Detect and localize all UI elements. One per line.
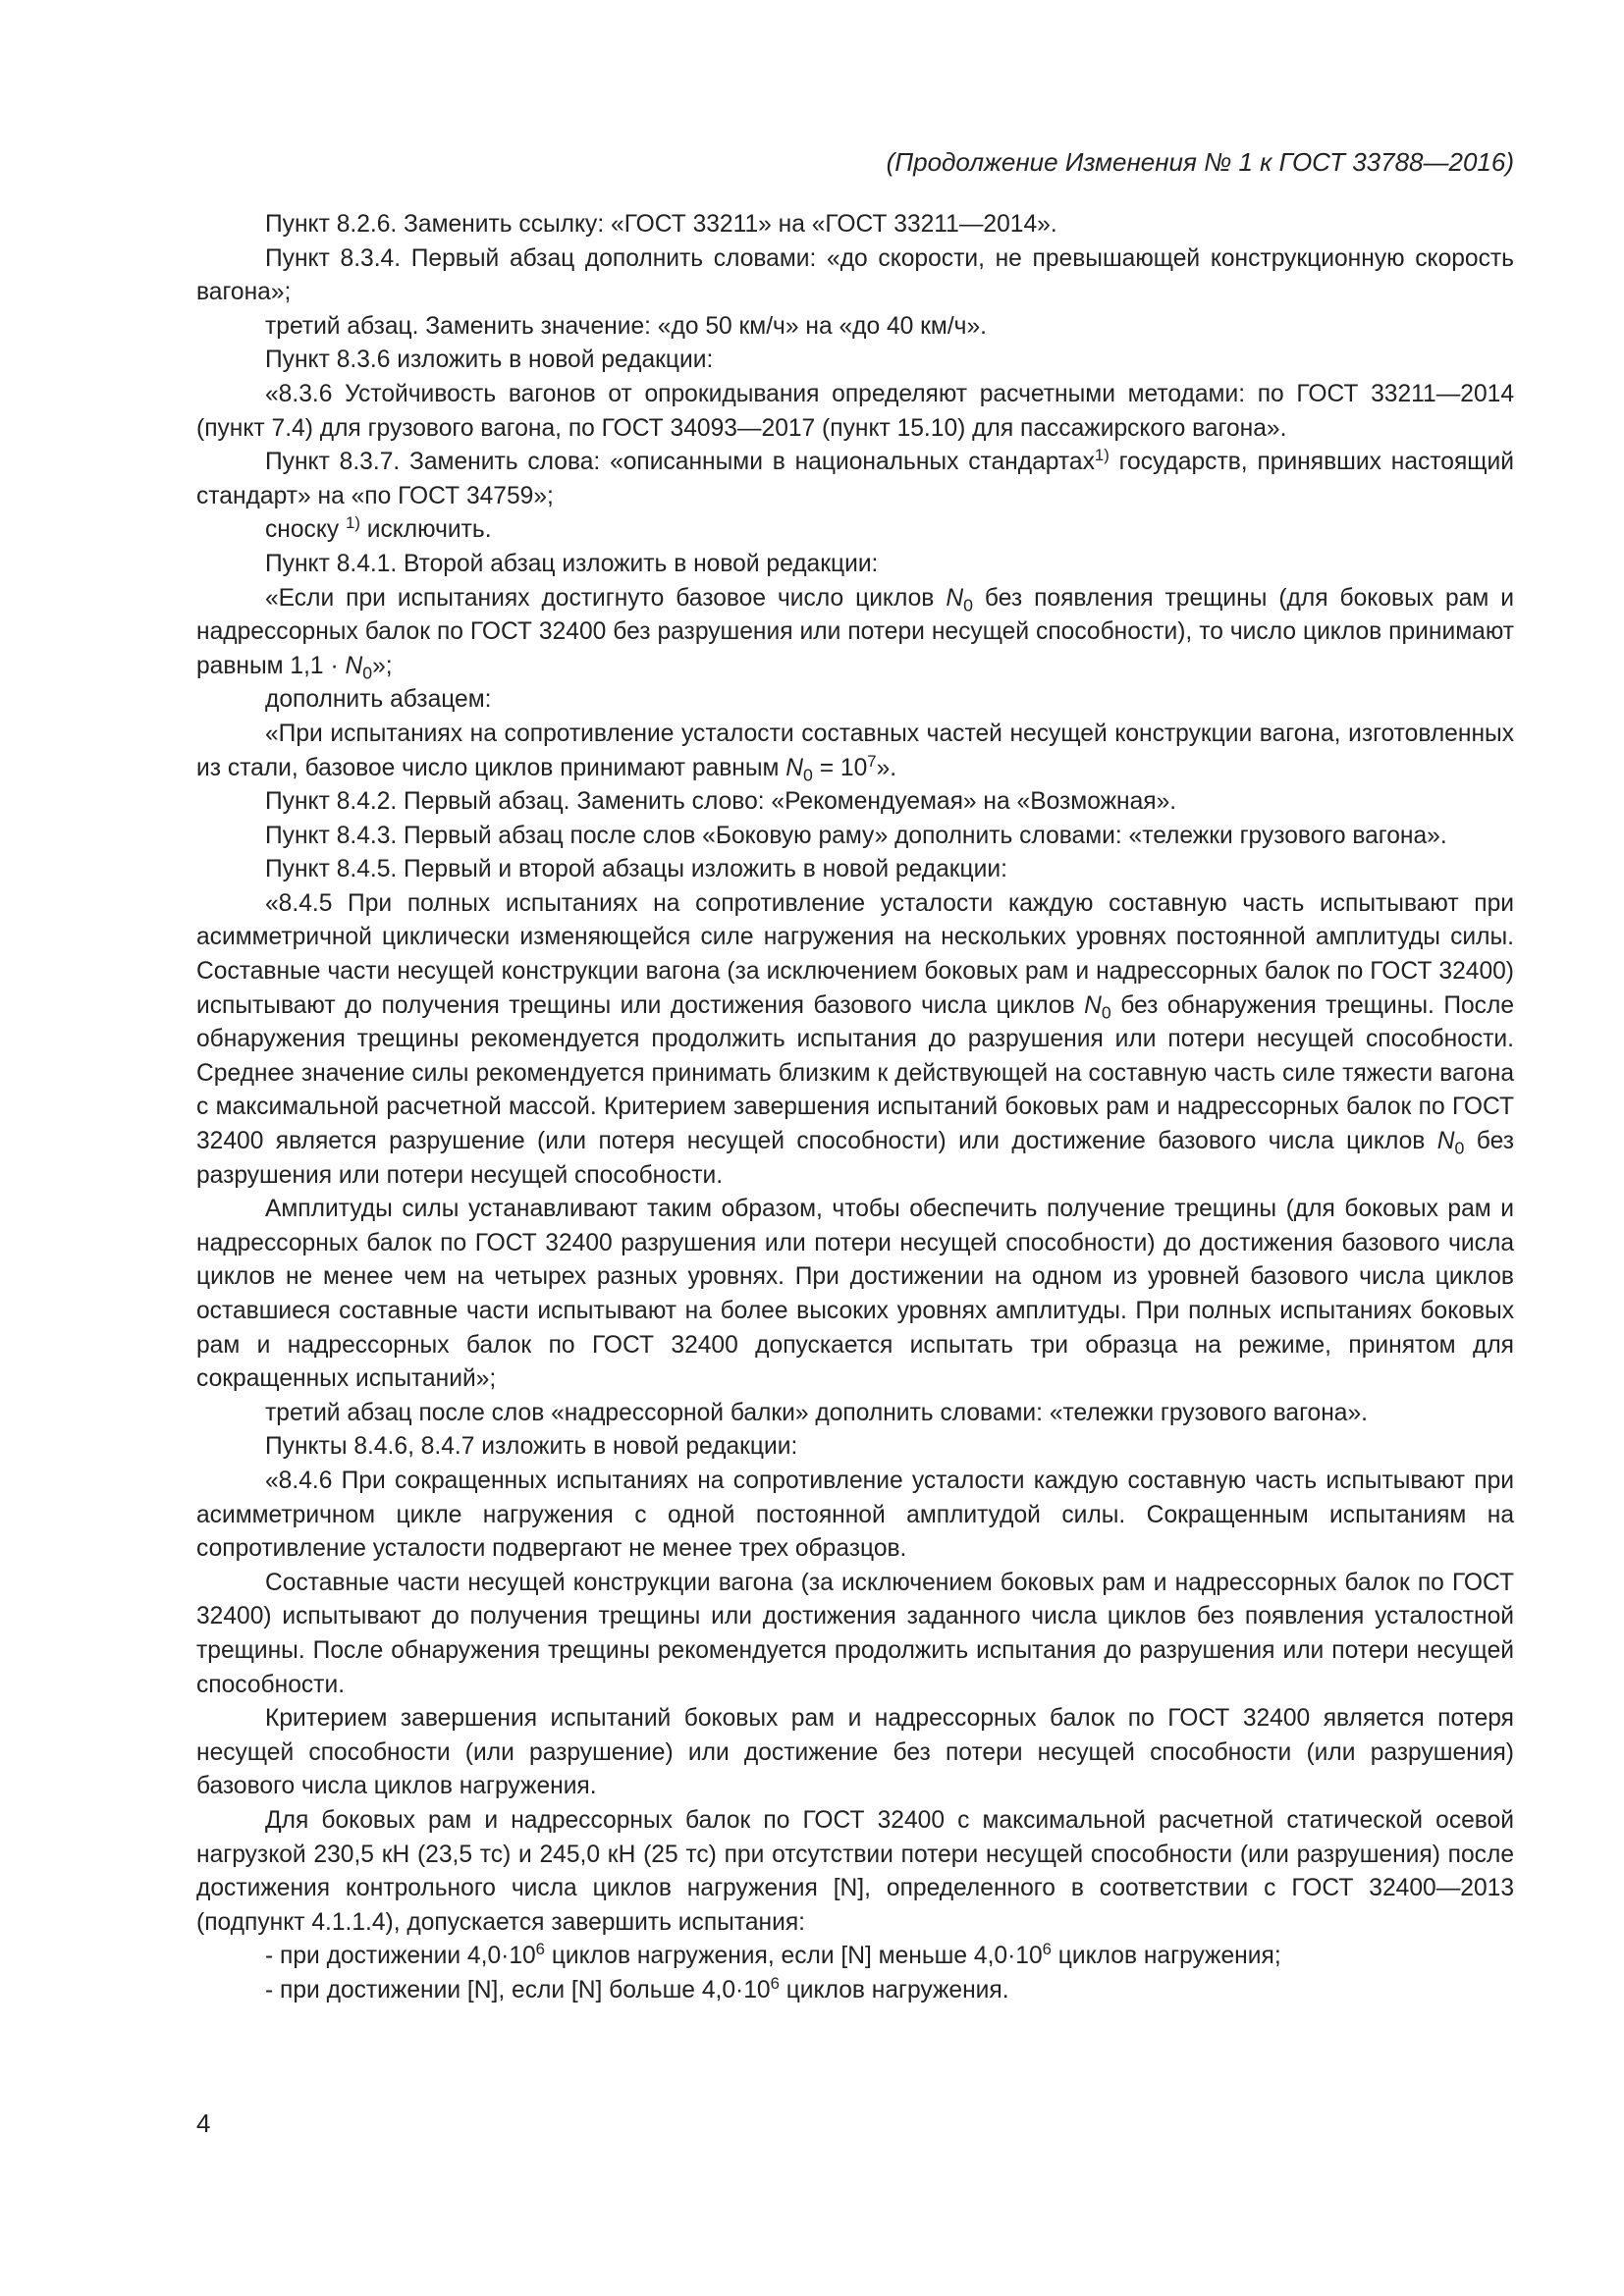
paragraph: третий абзац после слов «надрессорной балки» дополнить словами: «тележки грузового вагона». <box>265 1399 1368 1426</box>
paragraph: Критерием завершения испытаний боковых рам и надрессорных балок по ГОСТ 32400 является потеря несущей способности (или разрушение) или достижение без потери несущей способности (или разрушения) базового числа циклов нагружения. <box>196 1705 1514 1800</box>
paragraph: - при достижении $4,0\cdot 10^6$ циклов нагружения, если [N] меньше $4,0\cdot 10^6$ циклов нагружения; <box>265 1940 1281 1970</box>
paragraph: Пункт 8.3.4. Первый абзац дополнить словами: «до скорости, не превышающей конструкционную скорость вагона»; <box>196 244 1514 306</box>
paragraph: - при достижении [N], если [N] больше $4,0\cdot 10^6$ циклов нагружения. <box>265 1973 1009 2003</box>
paragraph: дополнить абзацем: <box>265 686 492 714</box>
paragraph: Пункт 8.3.6 изложить в новой редакции: <box>265 347 714 374</box>
paragraph: сноску $^{1)}$ исключить. <box>265 513 492 544</box>
paragraph: Амплитуды силы устанавливают таким образом, чтобы обеспечить получение трещины (для боковых рам и надрессорных балок по ГОСТ 32400 разрушения или потери несущей способности) до достижения базового числа циклов не менее чем на четырех разных уровнях. При достижении на одном из уровней базового числа циклов оставшиеся составные части испытывают на более высоких уровнях амплитуды. При полных испытаниях боковых рам и надрессорных балок по ГОСТ 32400 допускается испытать три образца на режиме, принятом для сокращенных испытаний»; <box>196 1196 1514 1393</box>
paragraph: Для боковых рам и надрессорных балок по ГОСТ 32400 с максимальной расчетной статической осевой нагрузкой 230,5 кН (23,5 тс) и 245,0 кН (25 тс) при отсутствии потери несущей способности (или разрушения) после достижения контрольного числа циклов нагружения [N], определенного в соответствии с ГОСТ 32400—2013 (подпункт 4.1.1.4), допускается завершить испытания: <box>196 1806 1514 1936</box>
paragraph: «8.4.5 При полных испытаниях на сопротивление усталости каждую составную часть испытывают при асимметричной циклически изменяющейся силе нагружения на нескольких уровнях постоянной амплитуды силы. Составные части несущей конструкции вагона (за исключением боковых рам и надрессорных балок по ГОСТ 32400) испытывают до получения трещины или достижения базового числа циклов $N_0$ без обнаружения трещины. После обнаружения трещины рекомендуется продолжить испытания до разрушения или потери несущей способности. Среднее значение силы рекомендуется принимать близким к действующей на составную часть силе тяжести вагона с максимальной расчетной массой. Критерием завершения испытаний боковых рам и надрессорных балок по ГОСТ 32400 является разрушение (или потеря несущей способности) или достижение базового числа циклов $N_0$ без разрушения или потери несущей способности. <box>196 889 1514 1189</box>
paragraph: Пункт 8.4.3. Первый абзац после слов «Боковую раму» дополнить словами: «тележки грузового вагона». <box>265 822 1447 849</box>
paragraph: «Если при испытаниях достигнуто базовое число циклов $N_0$ без появления трещины (для боковых рам и надрессорных балок по ГОСТ 32400 без разрушения или потери несущей способности), то число циклов принимают равным $1,1 \cdot N_0$»; <box>196 584 1514 683</box>
paragraph: Пункт 8.2.6. Заменить ссылку: «ГОСТ 33211» на «ГОСТ 33211—2014». <box>265 211 1057 238</box>
paragraph: Пункт 8.4.1. Второй абзац изложить в новой редакции: <box>265 550 879 577</box>
page-number: 4 <box>196 2109 211 2138</box>
paragraph: «При испытаниях на сопротивление усталости составных частей несущей конструкции вагона, изготовленных из стали, базовое число циклов принимают равным $N_0 = 10^7$». <box>196 720 1514 784</box>
paragraph: Пункт 8.3.7. Заменить слова: «описанными в национальных стандартах$^{1)}$ государств, принявших настоящий стандарт» на «по ГОСТ 34759»; <box>196 445 1514 509</box>
paragraph: Составные части несущей конструкции вагона (за исключением боковых рам и надрессорных балок по ГОСТ 32400) испытывают до получения трещины или достижения заданного числа циклов без появления усталостной трещины. После обнаружения трещины рекомендуется продолжить испытания до разрушения или потери несущей способности. <box>196 1569 1514 1698</box>
document-body <box>196 208 1514 2007</box>
paragraph: Пункт 8.4.5. Первый и второй абзацы изложить в новой редакции: <box>265 856 1007 883</box>
page-header: (Продолжение Изменения № 1 к ГОСТ 33788—2016) <box>886 147 1514 177</box>
paragraph: третий абзац. Заменить значение: «до 50 км/ч» на «до 40 км/ч». <box>265 312 988 340</box>
paragraph: «8.4.6 При сокращенных испытаниях на сопротивление усталости каждую составную часть испытывают при асимметричном цикле нагружения с одной постоянной амплитудой силы. Сокращенным испытаниям на сопротивление усталости подвергают не менее трех образцов. <box>196 1467 1514 1563</box>
paragraph: Пункт 8.4.2. Первый абзац. Заменить слово: «Рекомендуемая» на «Возможная». <box>265 788 1177 816</box>
paragraph: Пункты 8.4.6, 8.4.7 изложить в новой редакции: <box>265 1433 798 1461</box>
paragraph: «8.3.6 Устойчивость вагонов от опрокидывания определяют расчетными методами: по ГОСТ 33211—2014 (пункт 7.4) для грузового вагона, по ГОСТ 34093—2017 (пункт 15.10) для пассажирского вагона». <box>196 380 1514 442</box>
